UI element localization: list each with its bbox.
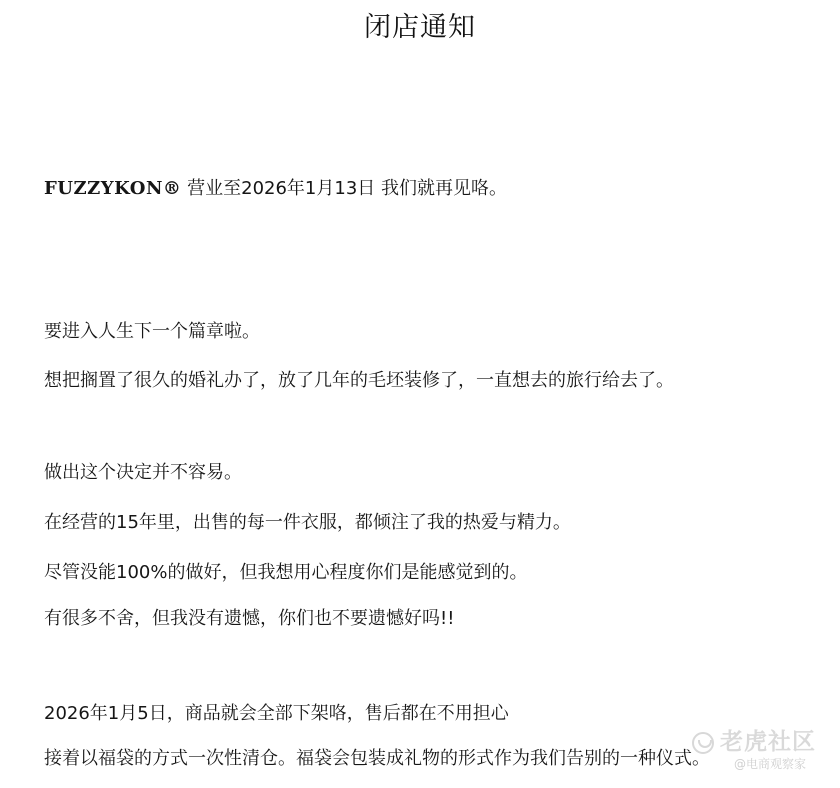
paragraph-line: 做出这个决定并不容易。 <box>44 462 242 483</box>
paragraph-line: 接着以福袋的方式一次性清仓。福袋会包装成礼物的形式作为我们告别的一种仪式。 <box>44 748 710 769</box>
brand-name: FUZZYKON® <box>44 178 182 199</box>
watermark <box>692 726 832 776</box>
watermark-main-text: 老虎社区 <box>720 729 816 755</box>
notice-intro <box>44 176 507 202</box>
watermark-logo-icon <box>692 732 714 754</box>
paragraph-line: 要进入人生下一个篇章啦。 <box>44 321 260 342</box>
notice-title: 闭店通知 <box>364 12 476 43</box>
intro-text: 营业至2026年1月13日 我们就再见咯。 <box>181 178 508 199</box>
watermark-sub-text: @电商观察家 <box>734 757 807 771</box>
paragraph-line: 想把搁置了很久的婚礼办了，放了几年的毛坯装修了，一直想去的旅行给去了。 <box>44 370 674 391</box>
paragraph-line: 有很多不舍，但我没有遗憾，你们也不要遗憾好吗!! <box>44 608 455 629</box>
paragraph-line: 在经营的15年里，出售的每一件衣服，都倾注了我的热爱与精力。 <box>44 512 571 533</box>
paragraph-line: 2026年1月5日，商品就会全部下架咯，售后都在不用担心 <box>44 703 509 724</box>
paragraph-line: 尽管没能100%的做好，但我想用心程度你们是能感觉到的。 <box>44 562 528 583</box>
